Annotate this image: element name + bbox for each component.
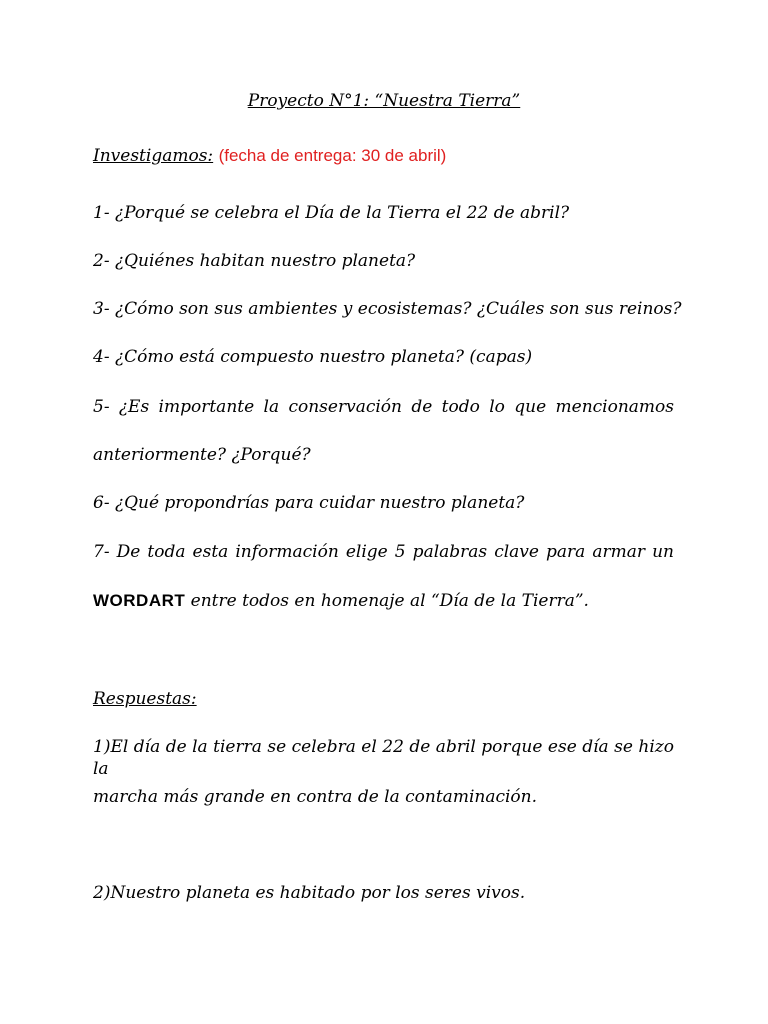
answer-1-line-2: marcha más grande en contra de la contaminación. xyxy=(93,787,538,807)
question-6: 6- ¿Qué propondrías para cuidar nuestro planeta? xyxy=(93,493,525,513)
question-1: 1- ¿Porqué se celebra el Día de la Tierra el 22 de abril? xyxy=(93,203,570,223)
question-5-line-2: anteriormente? ¿Porqué? xyxy=(93,445,311,465)
question-4: 4- ¿Cómo está compuesto nuestro planeta? (capas) xyxy=(93,347,533,367)
question-7-line-2 xyxy=(93,590,674,612)
respuestas-heading: Respuestas: xyxy=(93,689,197,709)
question-5-line-1: 5- ¿Es importante la conservación de todo lo que mencionamos xyxy=(93,397,674,417)
investigamos-line xyxy=(93,145,674,167)
question-7-line-2-text: entre todos en homenaje al “Día de la Tierra”. xyxy=(185,591,589,611)
question-3: 3- ¿Cómo son sus ambientes y ecosistemas? ¿Cuáles son sus reinos? xyxy=(93,299,682,319)
wordart-keyword: WORDART xyxy=(93,591,186,610)
answer-2: 2)Nuestro planeta es habitado por los seres vivos. xyxy=(93,883,526,903)
investigamos-heading: Investigamos: xyxy=(93,146,214,166)
deadline-text: (fecha de entrega: 30 de abril) xyxy=(218,146,447,165)
question-2: 2- ¿Quiénes habitan nuestro planeta? xyxy=(93,251,416,271)
question-7-line-1: 7- De toda esta información elige 5 palabras clave para armar un xyxy=(93,542,674,562)
document-title: Proyecto N°1: “Nuestra Tierra” xyxy=(247,91,521,111)
answer-1-line-1: 1)El día de la tierra se celebra el 22 de abril porque ese día se hizo la xyxy=(93,737,674,779)
